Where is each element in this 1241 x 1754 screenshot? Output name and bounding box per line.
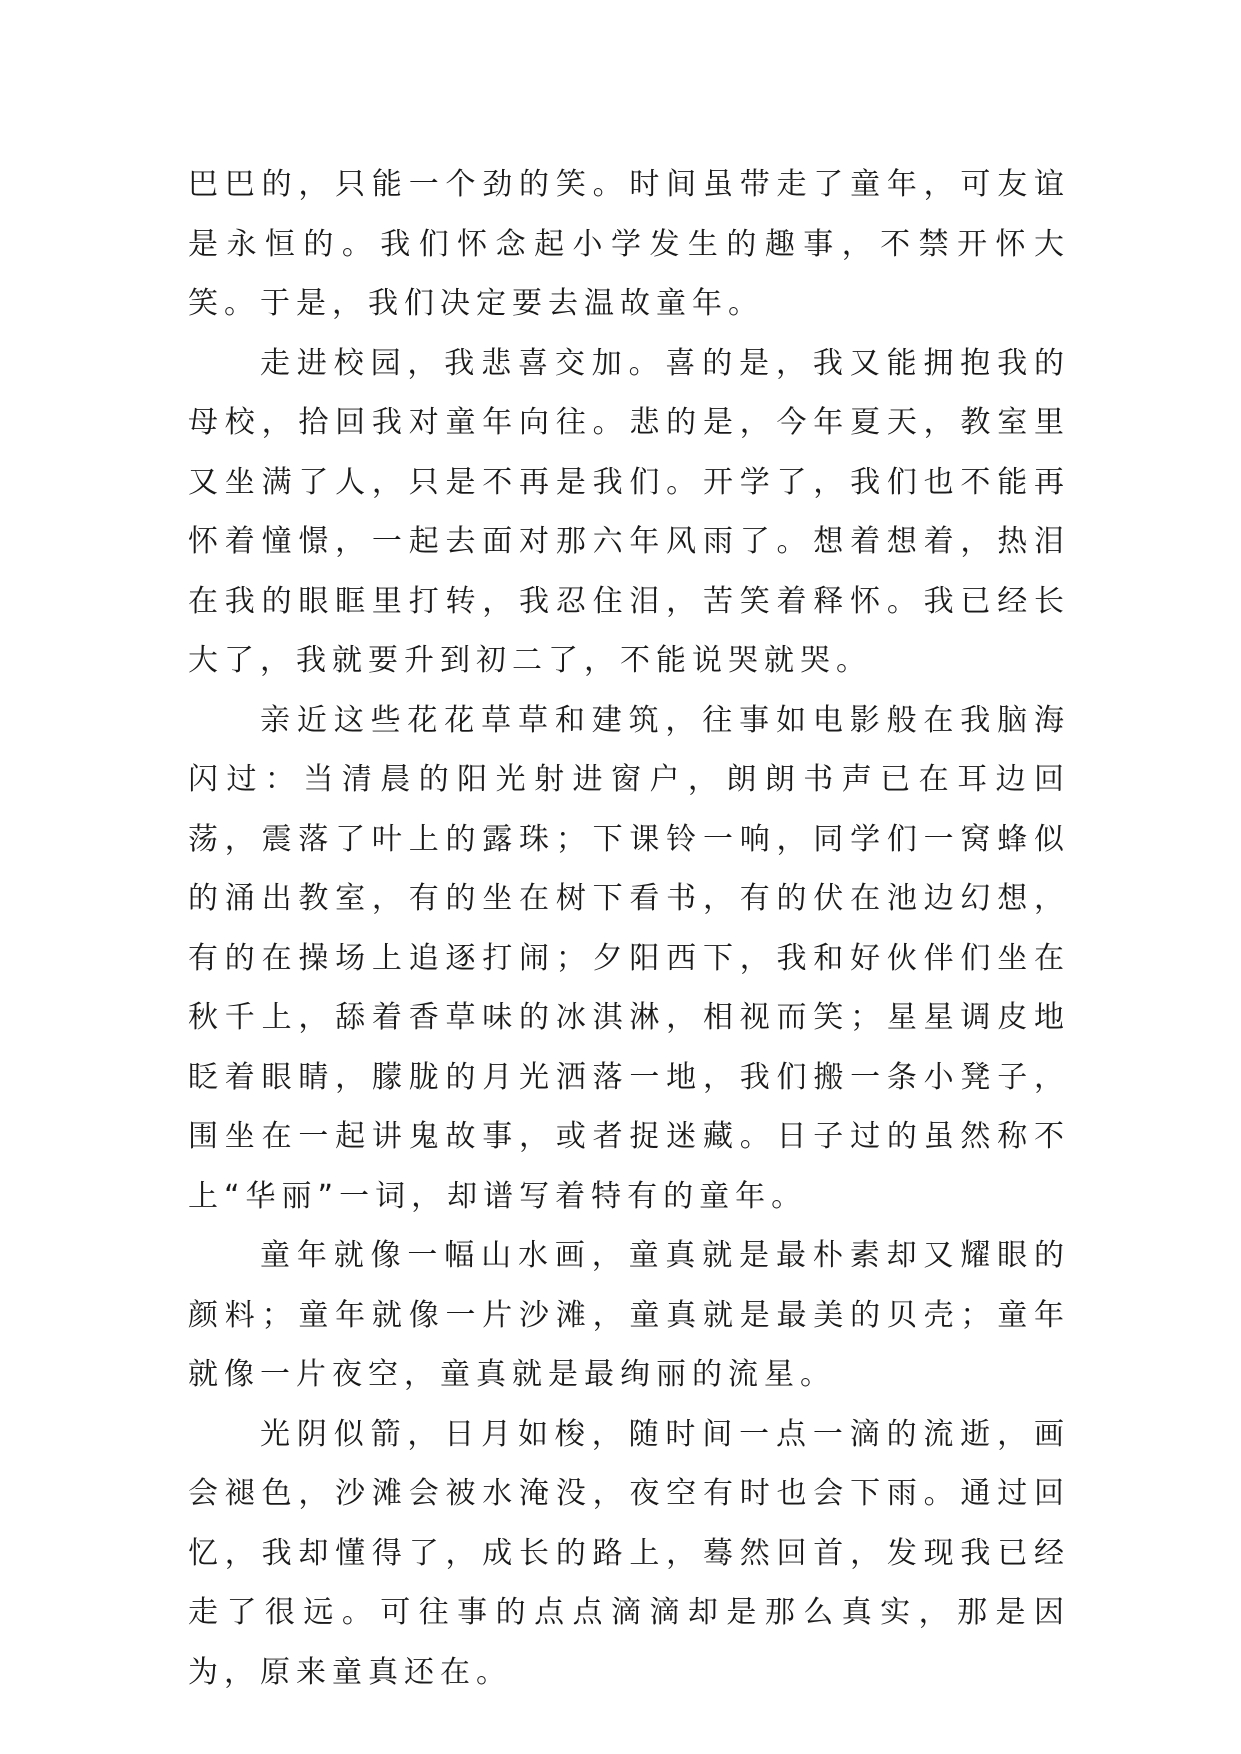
paragraph-4: 童年就像一幅山水画，童真就是最朴素却又耀眼的颜料；童年就像一片沙滩，童真就是最美的贝壳；童年就像一片夜空，童真就是最绚丽的流星。	[188, 1238, 1070, 1392]
essay-body	[188, 155, 1070, 1702]
paragraph-3: 亲近这些花花草草和建筑，往事如电影般在我脑海闪过：当清晨的阳光射进窗户，朗朗书声已在耳边回荡，震落了叶上的露珠；下课铃一响，同学们一窝蜂似的涌出教室，有的坐在树下看书，有的伏在池边幻想，有的在操场上追逐打闹；夕阳西下，我和好伙伴们坐在秋千上，舔着香草味的冰淇淋，相视而笑；星星调皮地眨着眼睛，朦胧的月光洒落一地，我们搬一条小凳子，围坐在一起讲鬼故事，或者捉迷藏。日子过的虽然称不上“华丽”一词，却谱写着特有的童年。	[188, 702, 1070, 1214]
paragraph-5: 光阴似箭，日月如梭，随时间一点一滴的流逝，画会褪色，沙滩会被水淹没，夜空有时也会下雨。通过回忆，我却懂得了，成长的路上，蓦然回首，发现我已经走了很远。可往事的点点滴滴却是那么真实，那是因为，原来童真还在。	[188, 1416, 1070, 1690]
paragraph-2: 走进校园，我悲喜交加。喜的是，我又能拥抱我的母校，拾回我对童年向往。悲的是，今年夏天，教室里又坐满了人，只是不再是我们。开学了，我们也不能再怀着憧憬，一起去面对那六年风雨了。想着想着，热泪在我的眼眶里打转，我忍住泪，苦笑着释怀。我已经长大了，我就要升到初二了，不能说哭就哭。	[188, 345, 1070, 678]
paragraph-1: 巴巴的，只能一个劲的笑。时间虽带走了童年，可友谊是永恒的。我们怀念起小学发生的趣事，不禁开怀大笑。于是，我们决定要去温故童年。	[188, 167, 1070, 321]
